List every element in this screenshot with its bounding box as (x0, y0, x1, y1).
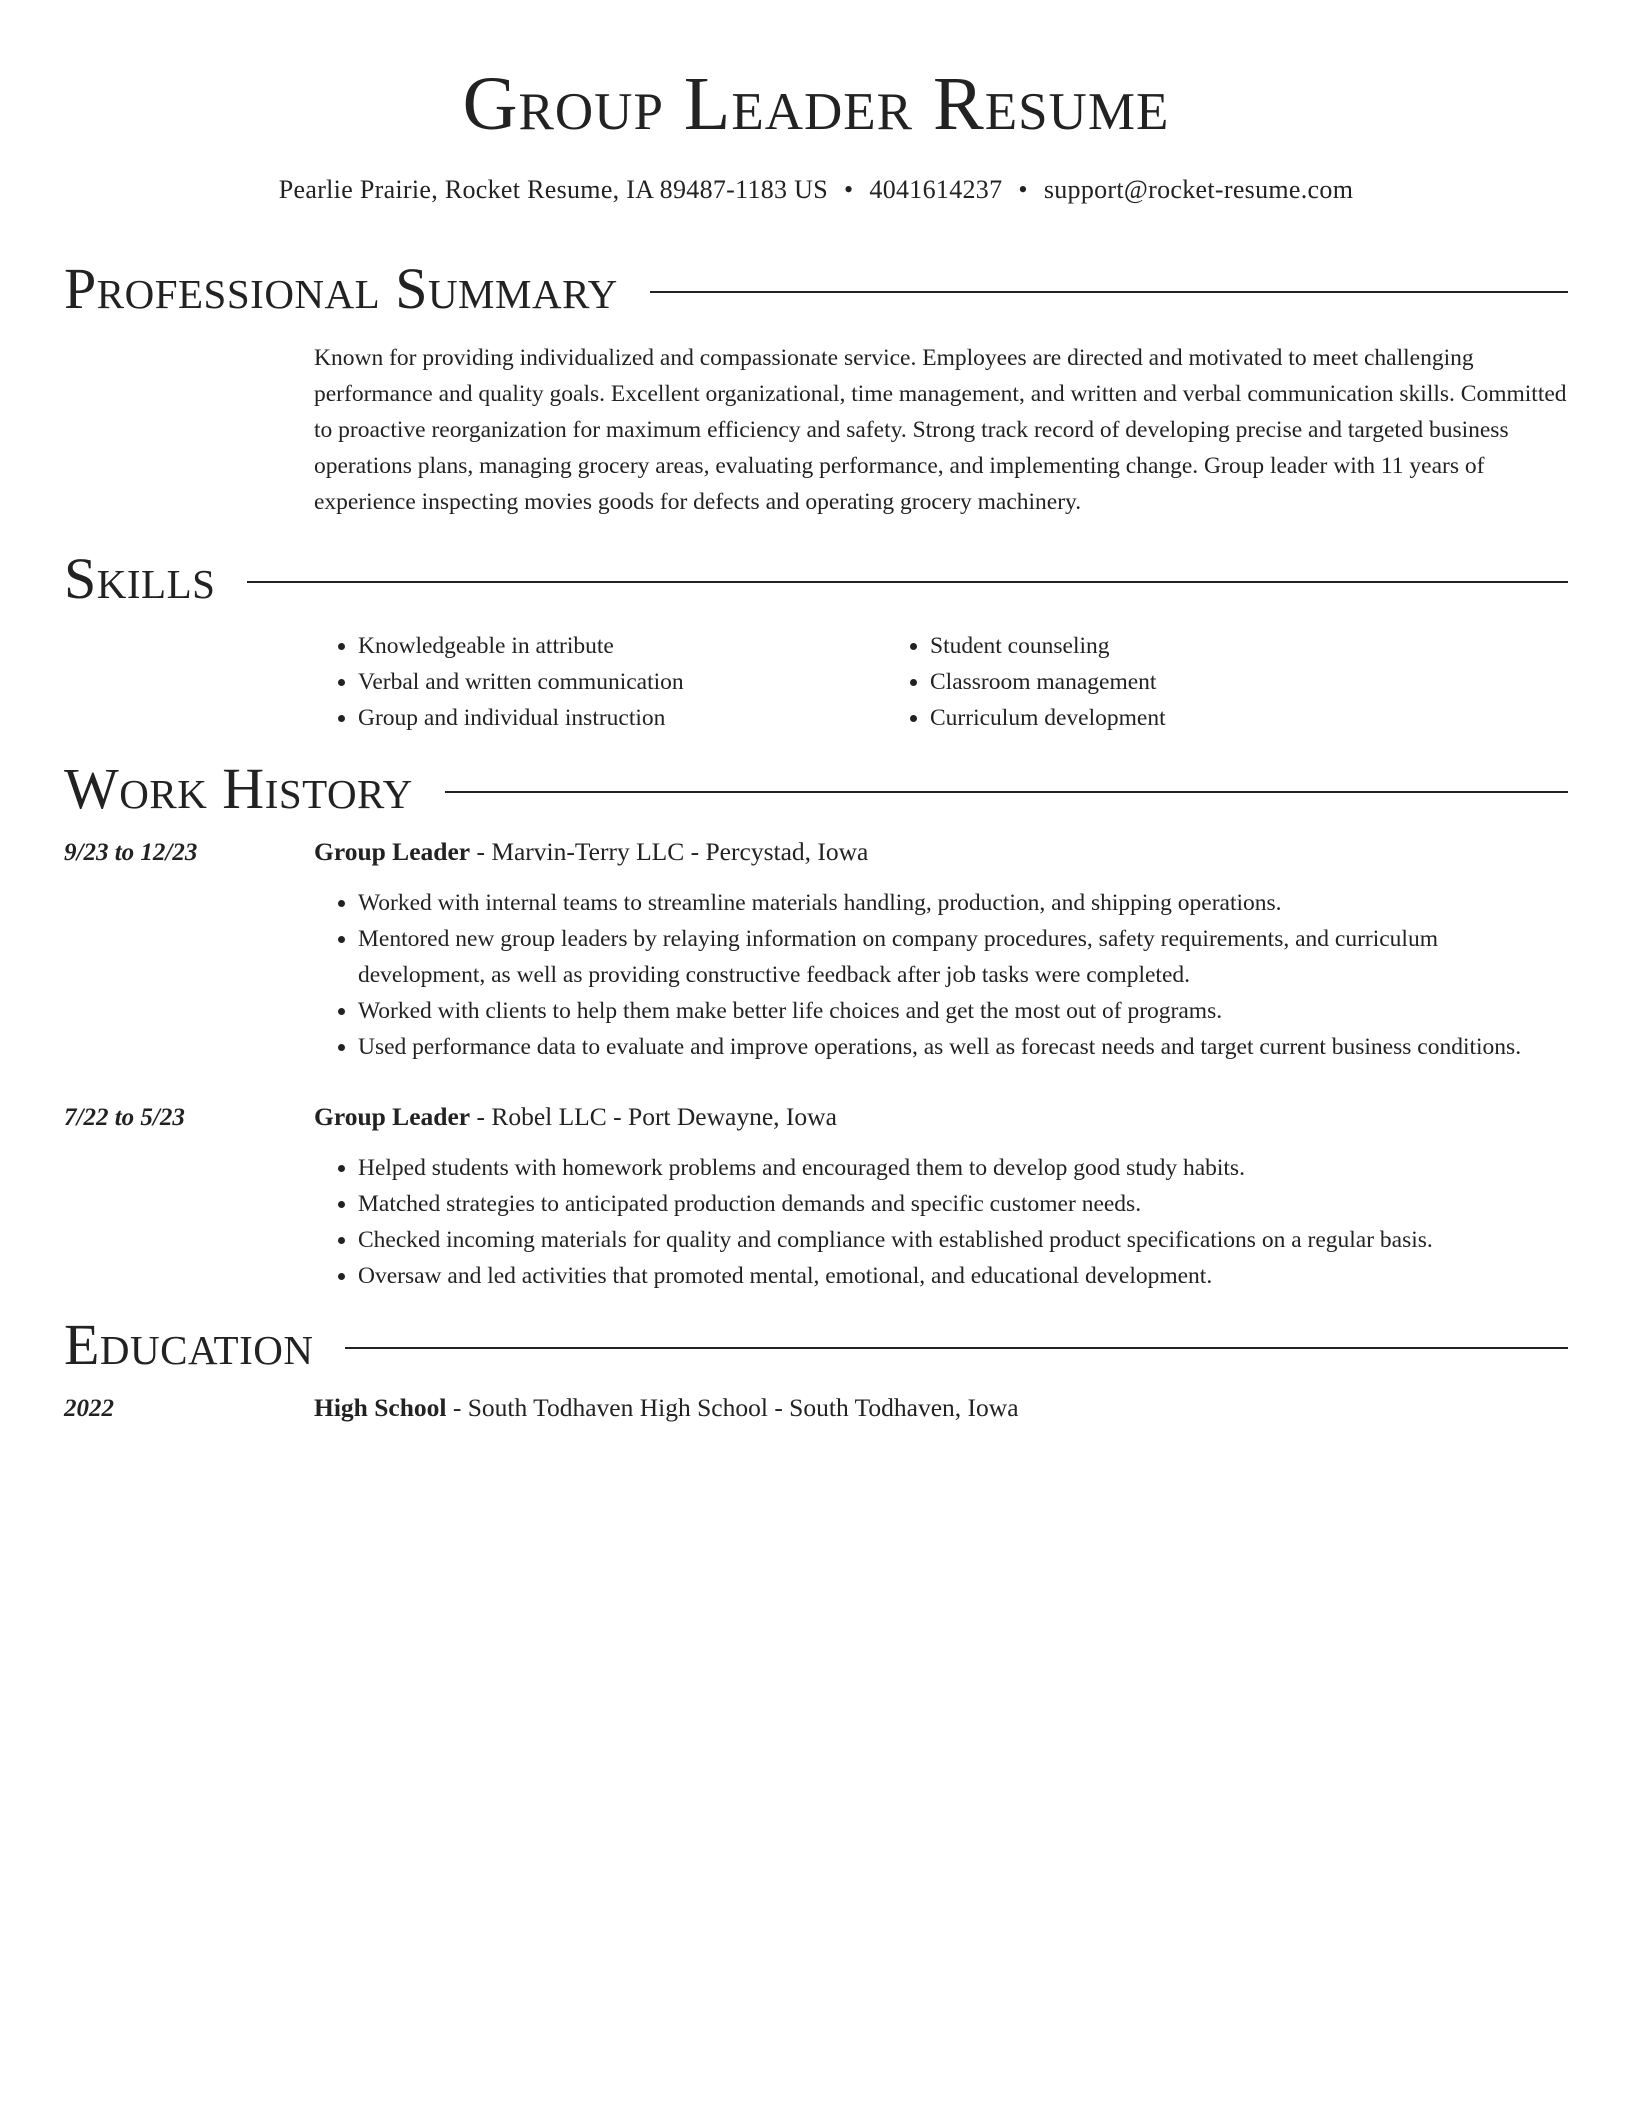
summary-section-header (64, 256, 1568, 322)
contact-address: Pearlie Prairie, Rocket Resume, IA 89487-1183 US (278, 175, 828, 204)
job-bullet: • Worked with clients to help them make better life choices and get the most out of programs. (358, 993, 1568, 1029)
job-role: Group Leader (314, 1102, 471, 1131)
job-role: Group Leader (314, 837, 471, 866)
education-year: 2022 (64, 1395, 114, 1422)
skill-item: • Knowledgeable in attribute (358, 628, 886, 664)
section-divider (445, 791, 1568, 793)
work-dates: 9/23 to 12/23 (64, 839, 198, 866)
education-title-line (314, 1390, 1019, 1426)
work-heading: Work History (64, 756, 413, 821)
skills-column-right (886, 628, 1166, 736)
resume-title: Group Leader Resume (462, 62, 1170, 146)
contact-separator: • (1018, 175, 1028, 204)
skill-item: • Verbal and written communication (358, 664, 886, 700)
skills-section-header (64, 546, 1568, 612)
job-bullet: • Matched strategies to anticipated production demands and specific customer needs. (358, 1186, 1568, 1222)
job-details: - Robel LLC - Port Dewayne, Iowa (470, 1102, 837, 1131)
skill-item: • Classroom management (930, 664, 1166, 700)
section-divider (247, 581, 1568, 583)
job-bullet: • Checked incoming materials for quality and compliance with established product specifications on a regular basis. (358, 1222, 1568, 1258)
skills-column-left (314, 628, 886, 736)
education-details: - South Todhaven High School - South Todhaven, Iowa (446, 1393, 1019, 1422)
section-divider (345, 1347, 1568, 1349)
education-heading: Education (64, 1312, 314, 1377)
skills-list (314, 628, 1568, 736)
education-degree: High School (314, 1393, 447, 1422)
contact-separator: • (844, 175, 854, 204)
job-bullet: • Used performance data to evaluate and improve operations, as well as forecast needs and target current business conditions. (358, 1029, 1568, 1065)
education-section-header (64, 1312, 1568, 1378)
job-bullet: • Oversaw and led activities that promoted mental, emotional, and educational development. (358, 1258, 1568, 1294)
summary-text: Known for providing individualized and compassionate service. Employees are directed and motivated to meet challenging performance and quality goals. Excellent organizational, time management, and written and verbal communication skills. Committed to proactive reorganization for maximum efficiency and safety. Strong track record of developing precise and targeted business operations plans, managing grocery areas, evaluating performance, and implementing change. Group leader with 11 years of experience inspecting movies goods for defects and operating grocery machinery. (314, 345, 1567, 515)
summary-heading: Professional Summary (64, 256, 618, 321)
contact-line (64, 174, 1568, 206)
skills-heading: Skills (64, 546, 216, 611)
work-entry (64, 1099, 1568, 1294)
work-title-line (314, 834, 868, 870)
job-bullet: • Helped students with homework problems and encouraged them to develop good study habits. (358, 1150, 1568, 1186)
section-divider (650, 291, 1568, 293)
contact-phone: 4041614237 (869, 175, 1003, 204)
job-bullets (314, 885, 1568, 1065)
skill-item: • Curriculum development (930, 700, 1166, 736)
job-details: - Marvin-Terry LLC - Percystad, Iowa (470, 837, 869, 866)
skill-item: • Group and individual instruction (358, 700, 886, 736)
job-bullet: • Mentored new group leaders by relaying information on company procedures, safety requirements, and curriculum development, as well as providing constructive feedback after job tasks were completed. (358, 921, 1568, 993)
work-entry-header (64, 1099, 1568, 1136)
skill-item: • Student counseling (930, 628, 1166, 664)
work-entry (64, 834, 1568, 1065)
job-bullets (314, 1150, 1568, 1294)
work-entry-header (64, 834, 1568, 871)
job-bullet: • Worked with internal teams to streamline materials handling, production, and shipping operations. (358, 885, 1568, 921)
work-dates: 7/22 to 5/23 (64, 1104, 185, 1131)
contact-email: support@rocket-resume.com (1043, 175, 1354, 204)
work-title-line (314, 1099, 837, 1135)
education-entry (64, 1390, 1568, 1427)
work-section-header (64, 756, 1568, 822)
